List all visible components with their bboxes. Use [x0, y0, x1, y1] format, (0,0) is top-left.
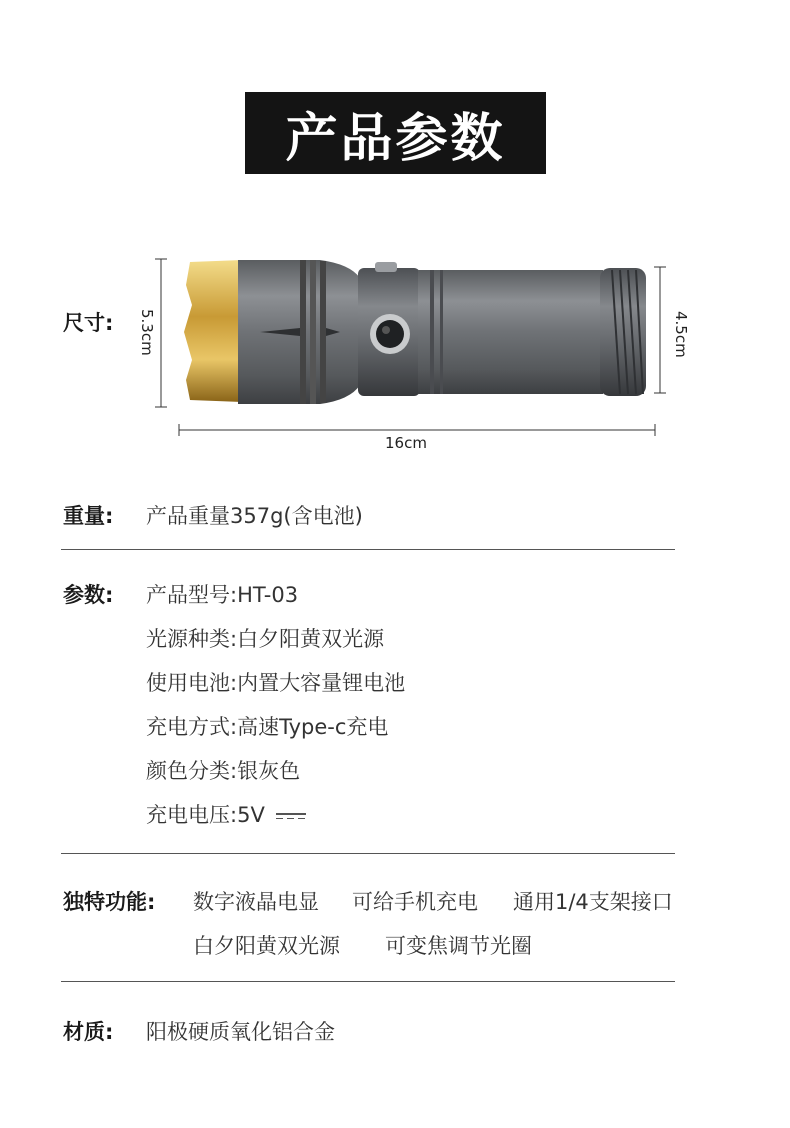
- feature-item: 白夕阳黄双光源: [193, 934, 340, 958]
- param-value: 内置大容量锂电池: [237, 671, 406, 695]
- length-dimension-label: 16cm: [385, 434, 427, 452]
- feature-item: 可变焦调节光圈: [385, 934, 532, 958]
- param-row-battery: [146, 667, 405, 697]
- param-row-color: [146, 755, 300, 785]
- size-label: 尺寸:: [63, 311, 114, 335]
- param-key: 使用电池:: [146, 671, 238, 695]
- param-key: 光源种类:: [146, 627, 238, 651]
- height-dimension-label: 5.3cm: [138, 309, 156, 356]
- weight-label: 重量:: [63, 504, 114, 528]
- divider: [61, 981, 675, 982]
- param-row-model: [146, 579, 298, 609]
- param-value: 银灰色: [237, 759, 301, 783]
- param-value: 高速Type-c充电: [237, 715, 389, 739]
- material-label: 材质:: [63, 1020, 114, 1044]
- divider: [61, 853, 675, 854]
- param-row-voltage: [146, 799, 306, 829]
- feature-item: 通用1/4支架接口: [513, 890, 673, 914]
- page-title: 产品参数: [245, 92, 546, 174]
- feature-item: 数字液晶电显: [193, 890, 319, 914]
- features-label: 独特功能:: [63, 890, 156, 914]
- weight-value: 产品重量357g(含电池): [146, 504, 363, 528]
- param-row-light: [146, 623, 384, 653]
- param-value: 白夕阳黄双光源: [237, 627, 385, 651]
- divider: [61, 549, 675, 550]
- param-row-charging: [146, 711, 388, 741]
- flashlight-image: [150, 250, 660, 415]
- param-key: 充电方式:: [146, 715, 238, 739]
- param-key: 充电电压:: [146, 803, 238, 827]
- params-label: 参数:: [63, 583, 114, 607]
- body-dimension-line: [654, 266, 666, 394]
- body-dimension-label: 4.5cm: [672, 311, 690, 358]
- material-value: 阳极硬质氧化铝合金: [146, 1020, 335, 1044]
- param-key: 产品型号:: [146, 583, 238, 607]
- param-key: 颜色分类:: [146, 759, 238, 783]
- dc-symbol-icon: [276, 810, 306, 822]
- feature-item: 可给手机充电: [352, 890, 478, 914]
- param-value: 5V: [237, 803, 265, 827]
- param-value: HT-03: [237, 583, 299, 607]
